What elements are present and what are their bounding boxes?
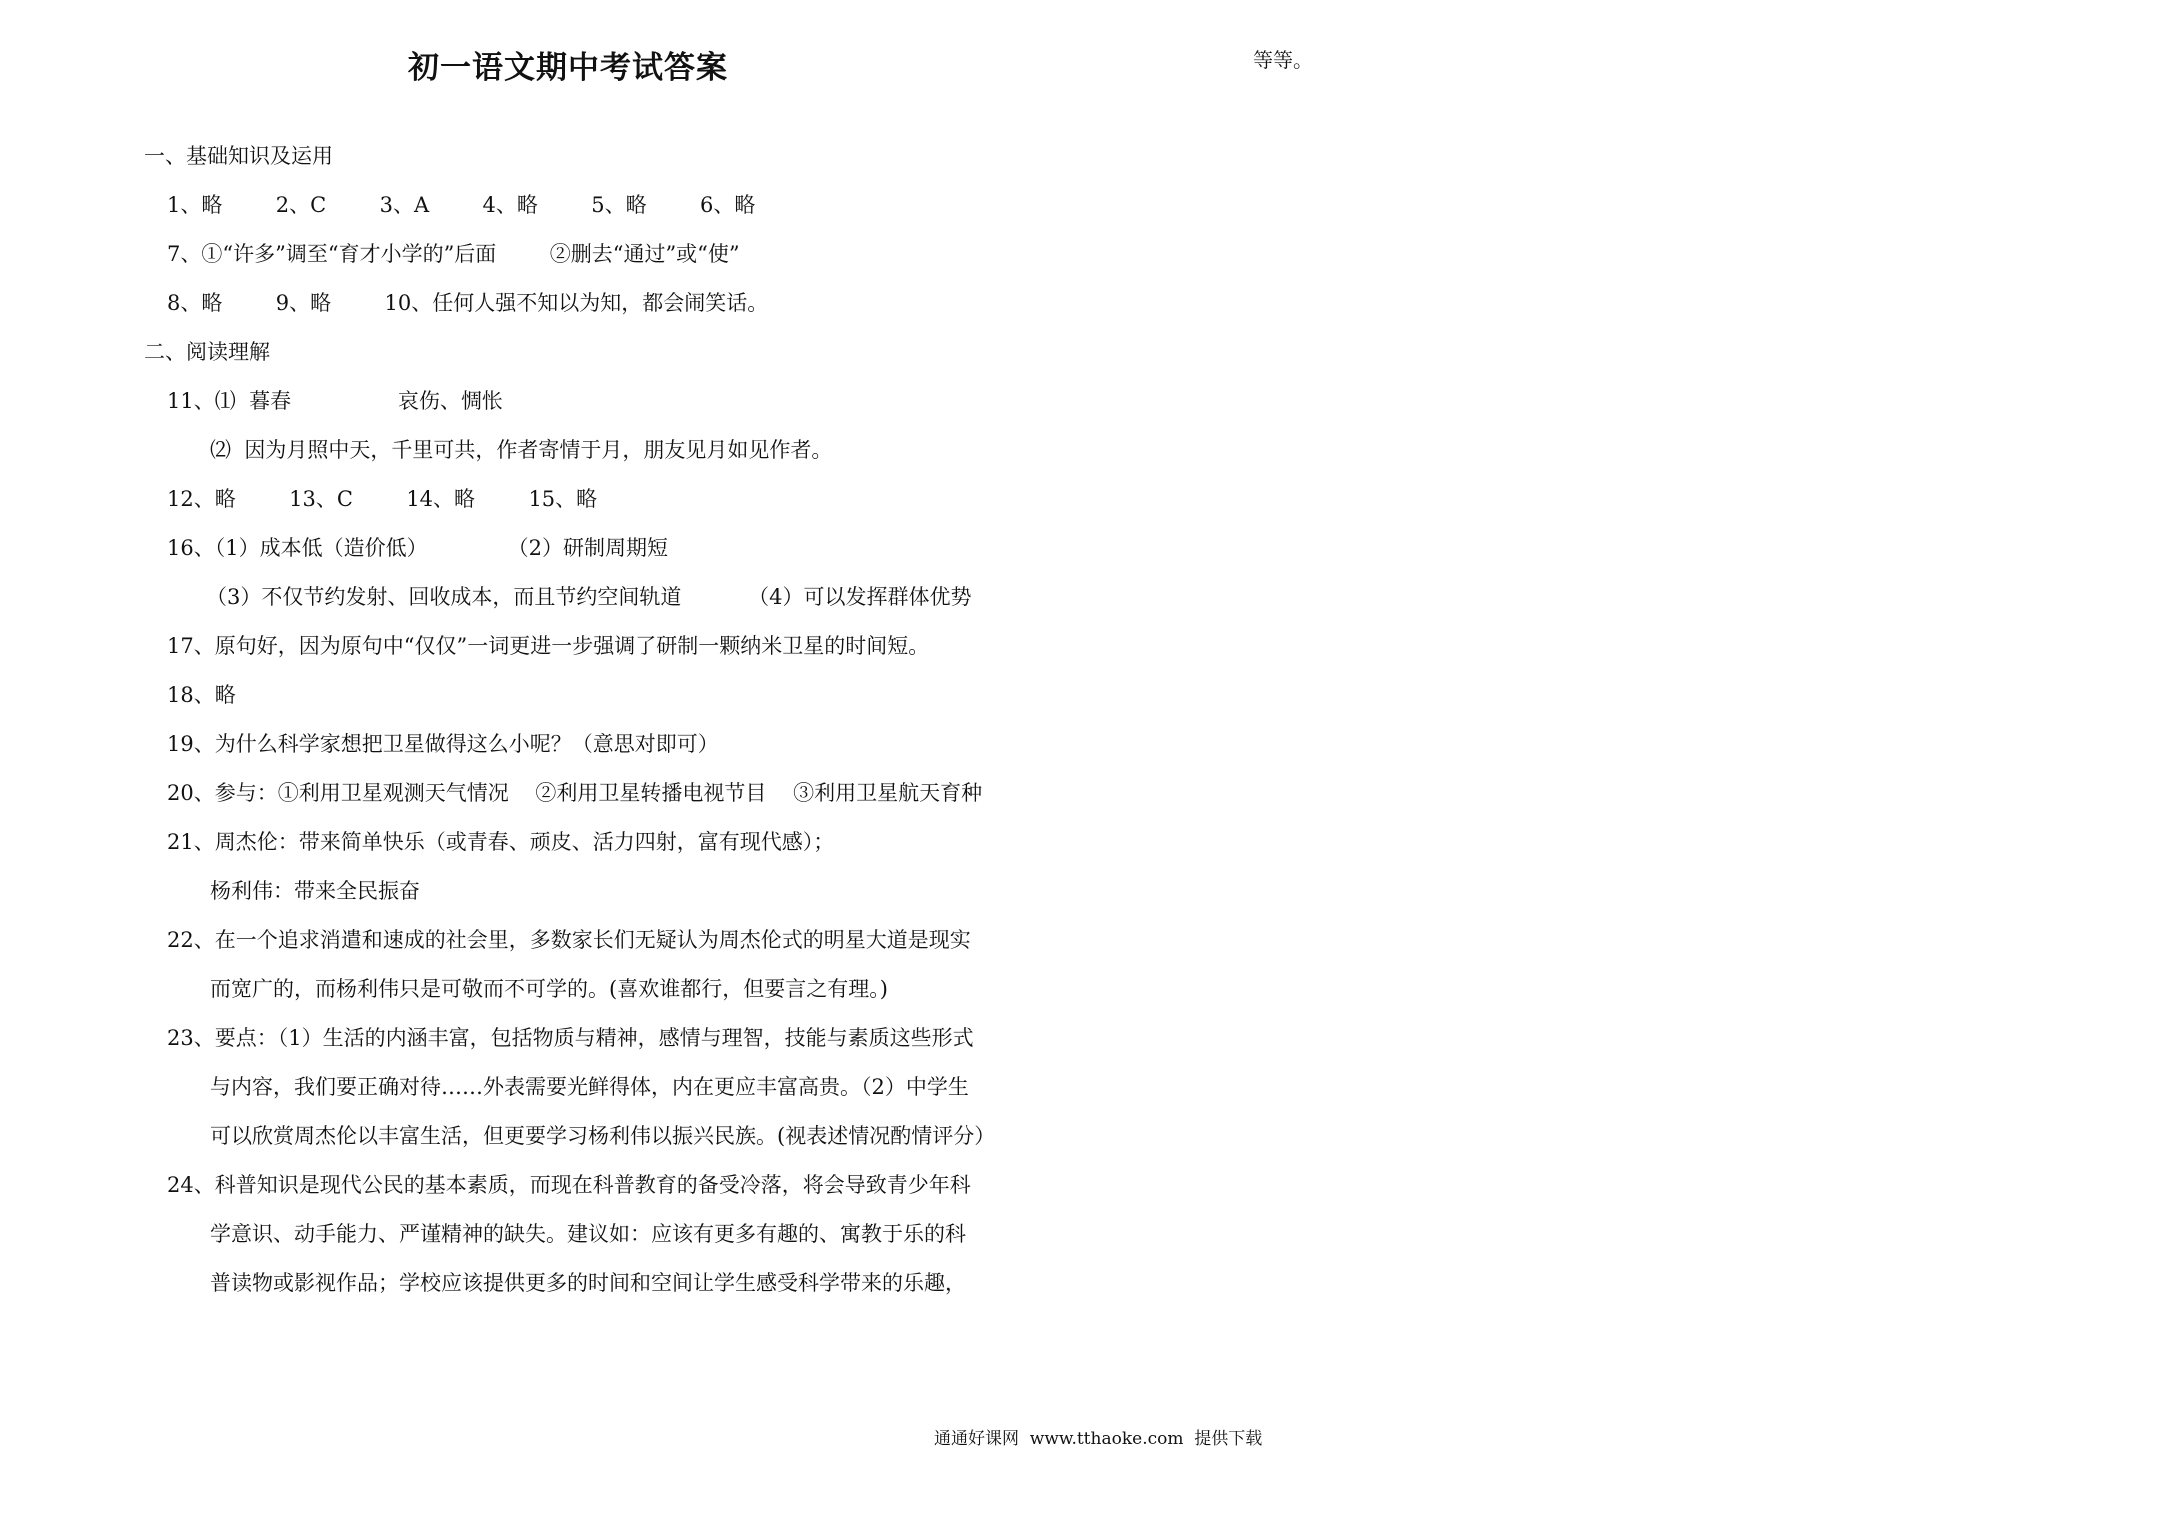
- answer-line: 8、略 9、略 10、任何人强不知以为知，都会闹笑话。: [167, 291, 769, 315]
- answer-line: 22、在一个追求消遣和速成的社会里，多数家长们无疑认为周杰伦式的明星大道是现实: [167, 928, 971, 952]
- answer-line: （3）不仅节约发射、回收成本，而且节约空间轨道 （4）可以发挥群体优势: [206, 585, 972, 609]
- answer-line: 23、要点：（1）生活的内涵丰富，包括物质与精神，感情与理智，技能与素质这些形式: [167, 1026, 974, 1050]
- answer-line: 11、⑴ 暮春 哀伤、惆怅: [167, 389, 503, 413]
- section-heading-1: 一、基础知识及运用: [144, 144, 333, 168]
- answer-line: 1、略 2、C 3、A 4、略 5、略 6、略: [167, 193, 756, 217]
- answer-line: 普读物或影视作品；学校应该提供更多的时间和空间让学生感受科学带来的乐趣，: [210, 1271, 966, 1295]
- section-heading-2: 二、阅读理解: [144, 340, 270, 364]
- answer-line: 而宽广的，而杨利伟只是可敬而不可学的。(喜欢谁都行，但要言之有理。): [210, 977, 888, 1001]
- answer-line: 19、为什么科学家想把卫星做得这么小呢？（意思对即可）: [167, 732, 719, 756]
- answer-line: 学意识、动手能力、严谨精神的缺失。建议如：应该有更多有趣的、寓教于乐的科: [210, 1222, 966, 1246]
- page-title: 初一语文期中考试答案: [408, 50, 728, 86]
- answer-line: 17、原句好，因为原句中“仅仅”一词更进一步强调了研制一颗纳米卫星的时间短。: [167, 634, 930, 658]
- answer-line: 21、周杰伦：带来简单快乐（或青春、顽皮、活力四射，富有现代感）；: [167, 830, 835, 854]
- answer-line: 可以欣赏周杰伦以丰富生活，但更要学习杨利伟以振兴民族。(视表述情况酌情评分）: [210, 1124, 996, 1148]
- answer-line: 16、（1）成本低（造价低） （2）研制周期短: [167, 536, 669, 560]
- page-footer: 通通好课网 www.tthaoke.com 提供下载: [934, 1429, 1263, 1449]
- answer-line: 24、科普知识是现代公民的基本素质，而现在科普教育的备受冷落，将会导致青少年科: [167, 1173, 971, 1197]
- answer-line: ⑵ 因为月照中天，千里可共，作者寄情于月，朋友见月如见作者。: [210, 438, 833, 462]
- answer-line: 20、参与：①利用卫星观测天气情况 ②利用卫星转播电视节目 ③利用卫星航天育种: [167, 781, 983, 805]
- answer-line: 与内容，我们要正确对待……外表需要光鲜得体，内在更应丰富高贵。（2）中学生: [210, 1075, 969, 1099]
- continued-text: 等等。: [1253, 48, 1313, 72]
- answer-line: 18、略: [167, 683, 236, 707]
- answer-line: 杨利伟：带来全民振奋: [210, 879, 420, 903]
- answer-line: 7、①“许多”调至“育才小学的”后面 ②删去“通过”或“使”: [167, 242, 740, 266]
- answer-line: 12、略 13、C 14、略 15、略: [167, 487, 598, 511]
